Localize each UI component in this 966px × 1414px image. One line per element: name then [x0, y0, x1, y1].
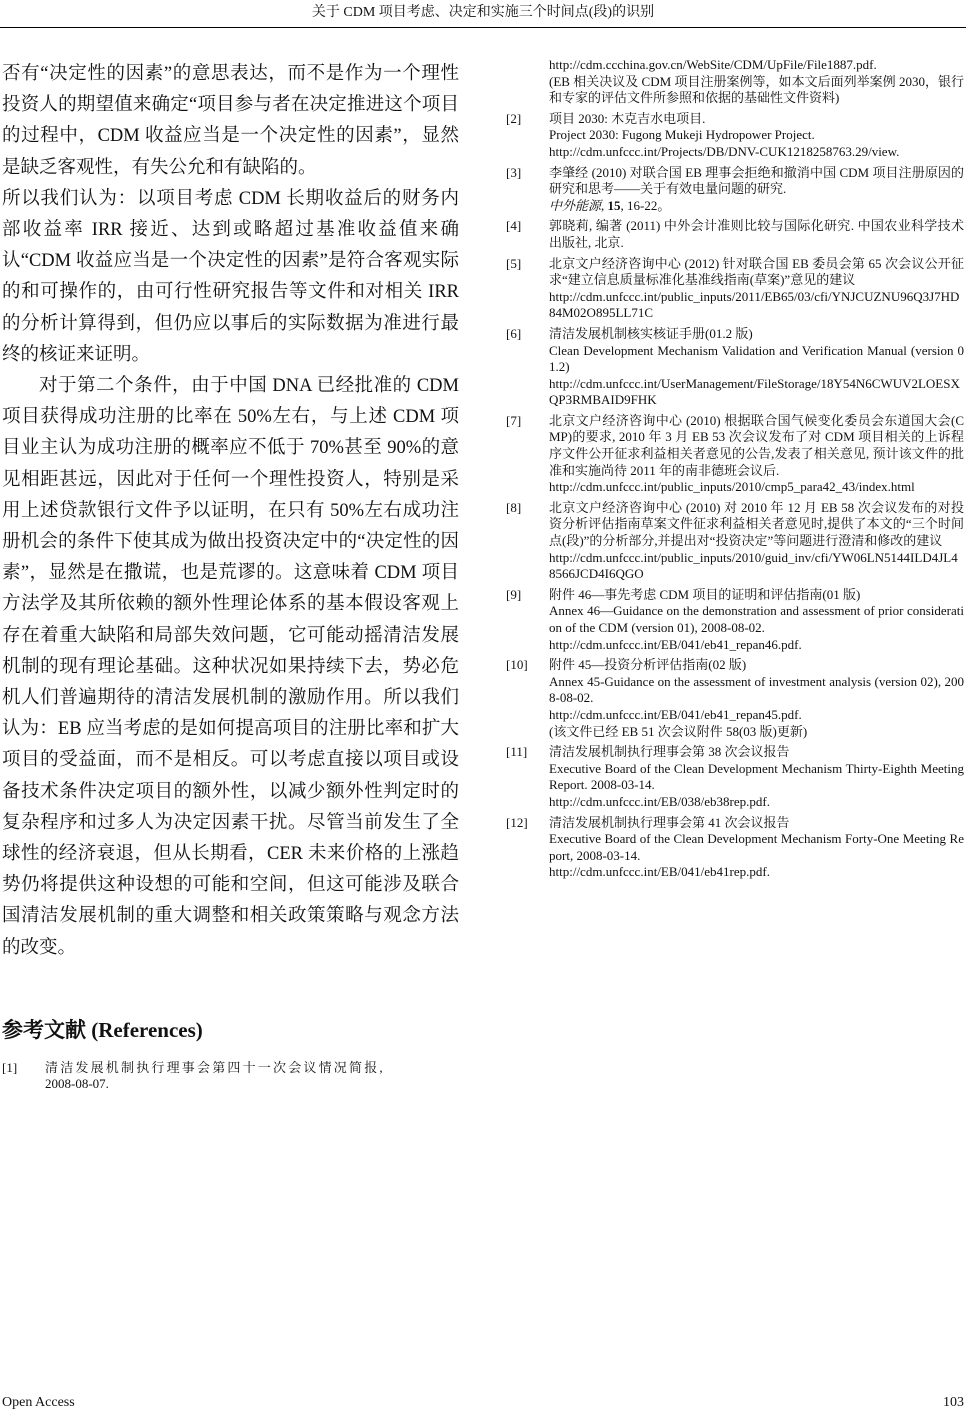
reference-number: [9] — [506, 586, 522, 602]
reference-item — [506, 815, 964, 881]
journal-volume: 15 — [607, 197, 621, 213]
reference-body — [549, 500, 964, 583]
reference-line: 清洁发展机制执行理事会第 38 次会议报告 — [549, 744, 790, 760]
reference-citation: 中外能源, 15, 16-22。 — [549, 197, 671, 213]
body-paragraph: 所以我们认为：以项目考虑 CDM 长期收益后的财务内部收益率 IRR 接近、达到或略超过基准收益值来确认“CDM 收益应当是一个决定性的因素”是符合客观实际的和可操作的，由可行性研究报告等文件和对相关 IRR 的分析计算得到，但仍应以事后的实际数据为准进行最终的核证来证明。 — [2, 188, 459, 365]
reference-item — [506, 326, 964, 409]
footer-open-access: Open Access — [2, 1395, 75, 1410]
reference-line: 项目 2030: 木克吉水电项目. — [549, 110, 706, 126]
reference-line: Annex 45-Guidance on the assessment of investment analysis (version 02), 2008-08-02. — [549, 673, 964, 706]
reference-number: [3] — [506, 164, 522, 180]
reference-number: [6] — [506, 325, 522, 341]
reference-line: 清洁发展机制核实核证手册(01.2 版) — [549, 325, 753, 341]
reference-line: 北京文户经济咨询中心 (2010) 对 2010 年 12 月 EB 58 次会议发布的对投资分析评估指南草案文件征求利益相关者意见时,提供了本文的“三个时间点(段)”的分析部分,并提出对“投资决定”等问题进行澄清和修改的建议 — [549, 499, 964, 549]
reference-item — [506, 744, 964, 810]
left-column — [2, 59, 459, 1097]
reference-body — [549, 256, 964, 322]
references-heading: 参考文献 (References) — [2, 1017, 203, 1042]
reference-note: (EB 相关决议及 CDM 项目注册案例等，如本文后面列举案例 2030，银行和专家的评估文件所参照和依据的基础性文件资料) — [549, 73, 964, 106]
reference-body — [549, 744, 964, 810]
reference-line: 郭晓莉, 编著 (2011) 中外会计准则比较与国际化研究. 中国农业科学技术出版社, 北京. — [549, 218, 964, 250]
reference-item — [506, 256, 964, 322]
reference-body — [549, 218, 964, 251]
reference-line: 附件 46—事先考虑 CDM 项目的证明和评估指南(01 版) — [549, 586, 861, 602]
reference-number: [12] — [506, 814, 528, 830]
reference-line: (该文件已经 EB 51 次会议附件 58(03 版)更新) — [549, 723, 808, 739]
reference-url[interactable]: http://cdm.unfccc.int/UserManagement/FileStorage/18Y54N6CWUV2LOESXQP3RMBAID9FHK — [549, 375, 960, 408]
reference-item — [506, 587, 964, 653]
reference-url[interactable]: http://cdm.unfccc.int/EB/038/eb38rep.pdf. — [549, 793, 770, 809]
reference-number: [4] — [506, 218, 522, 234]
reference-item — [2, 1060, 459, 1093]
reference-number: [10] — [506, 657, 528, 673]
reference-item — [506, 165, 964, 215]
right-column — [506, 57, 964, 885]
reference-url[interactable]: http://cdm.unfccc.int/EB/041/eb41_repan45.pdf. — [549, 706, 802, 722]
reference-line: Annex 46—Guidance on the demonstration and assessment of prior consideration of the CDM (version 01), 2008-08-02. — [549, 603, 964, 635]
page-number: 103 — [943, 1395, 964, 1410]
header-rule — [0, 27, 966, 28]
reference-line: Project 2030: Fugong Mukeji Hydropower Project. — [549, 127, 815, 143]
reference-body — [549, 413, 964, 496]
reference-line: 李肇经 (2010) 对联合国 EB 理事会拒绝和撤消中国 CDM 项目注册原因的研究和思考——关于有效电量问题的研究. — [549, 164, 964, 197]
reference-number: [2] — [506, 110, 522, 126]
reference-number: [7] — [506, 412, 522, 428]
reference-url[interactable]: http://cdm.ccchina.gov.cn/WebSite/CDM/UpFile/File1887.pdf. — [549, 57, 877, 72]
journal-name: 中外能源 — [549, 197, 602, 213]
reference-line: 清洁发展机制执行理事会第 41 次会议报告 — [549, 814, 790, 830]
body-paragraph: 否有“决定性的因素”的意思表达，而不是作为一个理性投资人的期望值来确定“项目参与者在决定推进这个项目的过程中，CDM 收益应当是一个决定性的因素”，显然是缺乏客观性，有失公允和有缺陷的。 — [2, 64, 459, 178]
reference-line: Executive Board of the Clean Development Mechanism Forty-One Meeting Report, 2008-03-14. — [549, 831, 964, 863]
reference-item — [506, 111, 964, 161]
body-paragraph: 对于第二个条件，由于中国 DNA 已经批准的 CDM 项目获得成功注册的比率在 50%左右，与上述 CDM 项目业主认为成功注册的概率应不低于 70%甚至 90%的意见相距甚远，因此对于任何一个理性投资人，特别是采用上述贷款银行文件予以证明，在只有 50%左右成功注册机会的条件下使其成为做出投资决定中的“决定性的因素”，显然是在撒谎，也是荒谬的。这意味着 CDM 项目方法学及其所依赖的额外性理论体系的基本假设客观上存在着重大缺陷和局部失效问题，它可能动摇清洁发展机制的现有理论基础。这种状况如果持续下去，势必危机人们普遍期待的清洁发展机制的激励作用。所以我们认为：EB 应当考虑的是如何提高项目的注册比率和扩大项目的受益面，而不是相反。可以考虑直接以项目或设备技术条件决定项目的额外性，以减少额外性判定时的复杂程序和过多人为决定因素干扰。尽管当前发生了全球性的经济衰退，但从长期看，CER 未来价格的上涨趋势仍将提供这种设想的可能和空间，但这可能涉及联合国清洁发展机制的重大调整和相关政策策略与观念方法的改变。 — [2, 376, 459, 958]
reference-url[interactable]: http://cdm.unfccc.int/public_inputs/2010/guid_inv/cfi/YW06LN5144ILD4JL48566JCD4I6QGO — [549, 549, 958, 582]
reference-body — [549, 587, 964, 653]
reference-number: [5] — [506, 255, 522, 271]
reference-list-start — [2, 1060, 459, 1093]
reference-line: Executive Board of the Clean Development Mechanism Thirty-Eighth Meeting Report. 2008-03-14. — [549, 760, 964, 793]
reference-line: 附件 45—投资分析评估指南(02 版) — [549, 657, 747, 673]
reference-line: 2008-08-07. — [45, 1076, 109, 1092]
reference-number: [1] — [2, 1059, 18, 1075]
reference-item — [506, 500, 964, 583]
reference-url[interactable]: http://cdm.unfccc.int/Projects/DB/DNV-CUK1218258763.29/view. — [549, 143, 900, 159]
reference-url[interactable]: http://cdm.unfccc.int/EB/041/eb41rep.pdf. — [549, 864, 770, 880]
reference-body — [45, 1060, 459, 1093]
journal-pages: , 16-22。 — [620, 197, 671, 213]
reference-body — [549, 326, 964, 409]
reference-body — [549, 165, 964, 215]
reference-line: 北京文户经济咨询中心 (2010) 根据联合国气候变化委员会东道国大会(CMP)的要求, 2010 年 3 月 EB 53 次会议发布了对 CDM 项目相关的上诉程序文件公开征求利益相关者意见的公告,发表了相关意见, 预计该文件的批准和实施尚待 2011 年的南非德班会议后. — [549, 412, 964, 478]
reference-body — [549, 657, 964, 740]
reference-number: [8] — [506, 499, 522, 515]
reference-continuation — [506, 57, 964, 107]
reference-item — [506, 413, 964, 496]
reference-line: 清洁发展机制执行理事会第四十一次会议情况简报, — [45, 1059, 385, 1075]
reference-line: 北京文户经济咨询中心 (2012) 针对联合国 EB 委员会第 65 次会议公开征求“建立信息质量标准化基准线指南(草案)”意见的建议 — [549, 255, 964, 288]
reference-item — [506, 218, 964, 251]
reference-item — [506, 657, 964, 740]
reference-number: [11] — [506, 744, 528, 760]
running-head: 关于 CDM 项目考虑、决定和实施三个时间点(段)的识别 — [311, 5, 655, 20]
reference-body — [549, 815, 964, 881]
reference-list — [506, 111, 964, 881]
reference-url[interactable]: http://cdm.unfccc.int/public_inputs/2011/EB65/03/cfi/YNJCUZNU96Q3J7HD84M02O895LL71C — [549, 288, 960, 321]
reference-line: Clean Development Mechanism Validation and Verification Manual (version 01.2) — [549, 342, 964, 375]
reference-body — [549, 111, 964, 161]
reference-url[interactable]: http://cdm.unfccc.int/public_inputs/2010/cmp5_para42_43/index.html — [549, 479, 915, 495]
reference-url[interactable]: http://cdm.unfccc.int/EB/041/eb41_repan46.pdf. — [549, 636, 802, 652]
